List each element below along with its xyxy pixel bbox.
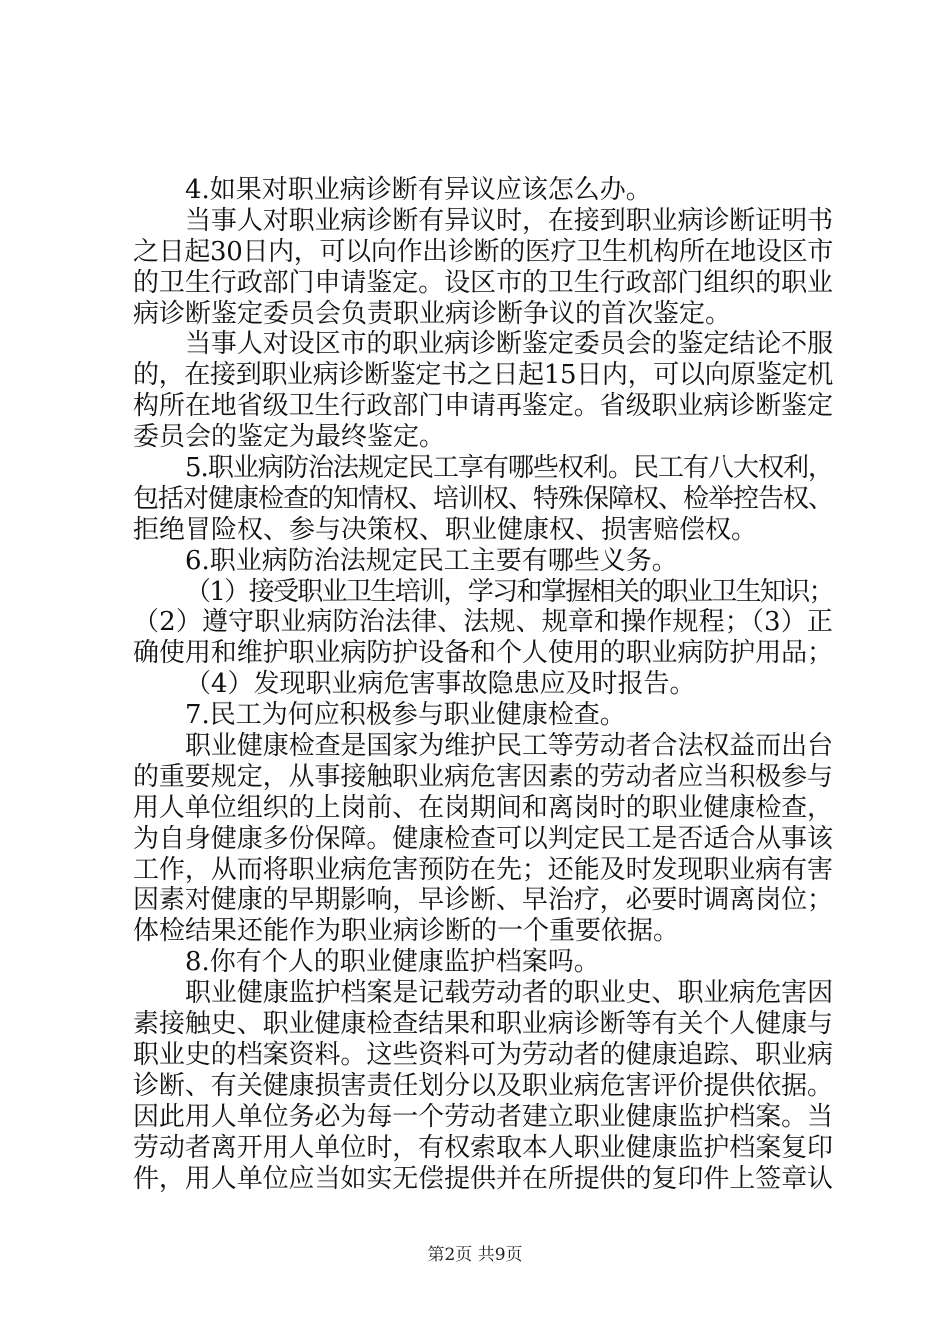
text-line-content: 构所在地省级卫生行政部门申请再鉴定。省级职业病诊断鉴定 [133, 391, 833, 422]
text-line [133, 916, 833, 947]
text-line [133, 299, 833, 330]
text-line-content: （2）遵守职业病防治法律、法规、规章和操作规程；（3）正 [133, 607, 833, 638]
text-line-content: 职业史的档案资料。这些资料可为劳动者的健康追踪、职业病 [133, 1039, 833, 1070]
text-line [133, 1071, 833, 1102]
text-line-content: 当事人对设区市的职业病诊断鉴定委员会的鉴定结论不服 [185, 329, 833, 360]
text-line-content: 素接触史、职业健康检查结果和职业病诊断等有关个人健康与 [133, 1009, 833, 1040]
text-line [133, 885, 833, 916]
text-line-content: （4）发现职业病危害事故隐患应及时报告。 [185, 669, 696, 700]
text-line [133, 237, 833, 268]
text-line [133, 546, 833, 577]
text-line [133, 978, 833, 1009]
text-line-content: 包括对健康检查的知情权、培训权、特殊保障权、检举控告权、 [133, 483, 833, 514]
paragraph [133, 546, 833, 577]
paragraph [133, 206, 833, 330]
text-body [133, 175, 833, 1194]
text-line-content: 的，在接到职业病诊断鉴定书之日起15日内，可以向原鉴定机 [133, 360, 833, 391]
text-line-content: 7.民工为何应积极参与职业健康检查。 [185, 700, 626, 731]
paragraph [133, 669, 833, 700]
paragraph [133, 175, 833, 206]
paragraph [133, 700, 833, 731]
text-line-content: 6.职业病防治法规定民工主要有哪些义务。 [185, 545, 678, 576]
paragraph [133, 978, 833, 1194]
text-line-content: 的重要规定，从事接触职业病危害因素的劳动者应当积极参与 [133, 761, 833, 792]
paragraph [133, 947, 833, 978]
paragraph [133, 731, 833, 947]
text-line [133, 360, 833, 391]
text-line [133, 824, 833, 855]
text-line [133, 1009, 833, 1040]
text-line-content: 4.如果对职业病诊断有异议应该怎么办。 [185, 175, 652, 205]
text-line [133, 175, 833, 206]
text-line-content: 工作，从而将职业病危害预防在先；还能及时发现职业病有害 [133, 854, 833, 885]
text-line-content: 因素对健康的早期影响，早诊断、早治疗，必要时调离岗位； [133, 885, 833, 916]
text-line-content: 病诊断鉴定委员会负责职业病诊断争议的首次鉴定。 [133, 298, 732, 329]
paragraph [133, 329, 833, 453]
text-line [133, 1133, 833, 1164]
text-line [133, 268, 833, 299]
text-line-content: 职业健康监护档案是记载劳动者的职业史、职业病危害因 [185, 978, 833, 1009]
text-line-content: 劳动者离开用人单位时，有权索取本人职业健康监护档案复印 [133, 1132, 833, 1163]
text-line [133, 422, 833, 453]
text-line [133, 947, 833, 978]
text-line [133, 484, 833, 515]
text-line-content: 拒绝冒险权、参与决策权、职业健康权、损害赔偿权。 [133, 514, 758, 545]
text-line [133, 700, 833, 731]
text-line-content: 确使用和维护职业病防护设备和个人使用的职业病防护用品； [133, 638, 833, 669]
text-line-content: 委员会的鉴定为最终鉴定。 [133, 422, 446, 453]
paragraph [133, 453, 833, 546]
page-footer [0, 1243, 950, 1267]
text-line [133, 1040, 833, 1071]
text-line-content: 当事人对职业病诊断有异议时，在接到职业病诊断证明书 [185, 205, 833, 236]
text-line [133, 453, 833, 484]
paragraph [133, 577, 833, 670]
text-line [133, 577, 833, 608]
text-line [133, 731, 833, 762]
text-line [133, 391, 833, 422]
text-line [133, 762, 833, 793]
text-line [133, 607, 833, 638]
page-number-label: 第2页 共9页 [427, 1245, 523, 1265]
text-line [133, 1102, 833, 1133]
text-line [133, 638, 833, 669]
text-line-content: 件，用人单位应当如实无偿提供并在所提供的复印件上签章认 [133, 1163, 833, 1194]
text-line [133, 206, 833, 237]
text-line [133, 855, 833, 886]
text-line-content: 之日起30日内，可以向作出诊断的医疗卫生机构所在地设区市 [133, 236, 833, 267]
text-line-content: 用人单位组织的上岗前、在岗期间和离岗时的职业健康检查， [133, 792, 833, 823]
text-line-content: 的卫生行政部门申请鉴定。设区市的卫生行政部门组织的职业 [133, 267, 833, 298]
text-line-content: 8.你有个人的职业健康监护档案吗。 [185, 947, 600, 978]
text-line-content: 为自身健康多份保障。健康检查可以判定民工是否适合从事该 [133, 823, 833, 854]
text-line-content: 体检结果还能作为职业病诊断的一个重要依据。 [133, 916, 680, 947]
text-line-content: 诊断、有关健康损害责任划分以及职业病危害评价提供依据。 [133, 1070, 833, 1101]
text-line-content: （1）接受职业卫生培训，学习和掌握相关的职业卫生知识； [185, 576, 833, 607]
text-line [133, 515, 833, 546]
text-line-content: 因此用人单位务必为每一个劳动者建立职业健康监护档案。当 [133, 1101, 833, 1132]
text-line-content: 职业健康检查是国家为维护民工等劳动者合法权益而出台 [185, 731, 833, 762]
text-line [133, 329, 833, 360]
text-line [133, 793, 833, 824]
text-line [133, 1164, 833, 1195]
text-line [133, 669, 833, 700]
text-line-content: 5.职业病防治法规定民工享有哪些权利。民工有八大权利， [185, 453, 833, 484]
